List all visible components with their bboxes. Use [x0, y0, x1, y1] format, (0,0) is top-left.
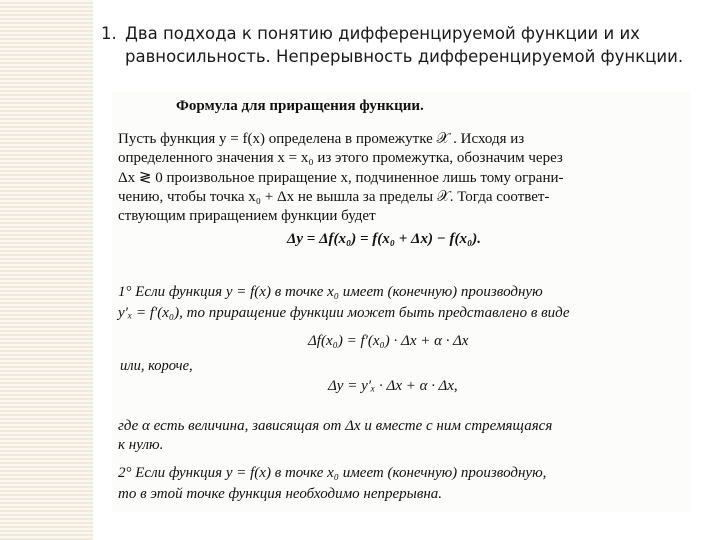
paragraph-line: определенного значения x = x₀ из этого промежутка, обозначим через — [118, 150, 563, 167]
short-formula: Δy = y′ₓ · Δx + α · Δx, — [328, 378, 458, 394]
paragraph-line: чению, чтобы точка x₀ + Δx не вышла за пределы 𝒳. Тогда соответ- — [118, 188, 550, 205]
definition-paragraph — [118, 130, 684, 226]
theorem-2 — [118, 463, 684, 505]
theorem-1 — [118, 282, 684, 324]
theorem-line: 2° Если функция y = f(x) в точке x₀ имеет (конечную) производную, — [118, 465, 547, 481]
alpha-explanation — [118, 417, 684, 455]
section-subtitle: Формула для приращения функции. — [176, 98, 424, 114]
decorative-left-stripe — [0, 0, 93, 540]
theorem-line: то в этой точке функция необходимо непрерывна. — [118, 486, 443, 502]
heading-line-1: Два подхода к понятию дифференцируемой функции и их — [125, 24, 640, 43]
paragraph-line: Пусть функция y = f(x) определена в промежутке 𝒳 . Исходя из — [118, 131, 525, 147]
theorem-line: y′ₓ = f′(x₀), то приращение функции может быть представлено в виде — [118, 305, 570, 321]
heading-line-2: равносильность. Непрерывность дифференцируемой функции. — [125, 47, 684, 66]
theorem-line: 1° Если функция y = f(x) в точке x₀ имеет (конечную) производную — [118, 284, 543, 300]
differential-formula: Δf(x₀) = f′(x₀) · Δx + α · Δx — [308, 333, 469, 349]
paragraph-line: ствующим приращением функции будет — [118, 208, 376, 225]
explanation-line: где α есть величина, зависящая от Δx и вместе с ним стремящаяся — [118, 418, 553, 434]
heading-number: 1. — [101, 24, 117, 43]
or-shorter-text: или, короче, — [120, 358, 193, 374]
explanation-line: к нулю. — [118, 437, 164, 453]
increment-formula: Δy = Δf(x₀) = f(x₀ + Δx) − f(x₀). — [287, 231, 481, 247]
paragraph-line: Δx ≷ 0 произвольное приращение x, подчиненное лишь тому ограни- — [118, 169, 564, 186]
